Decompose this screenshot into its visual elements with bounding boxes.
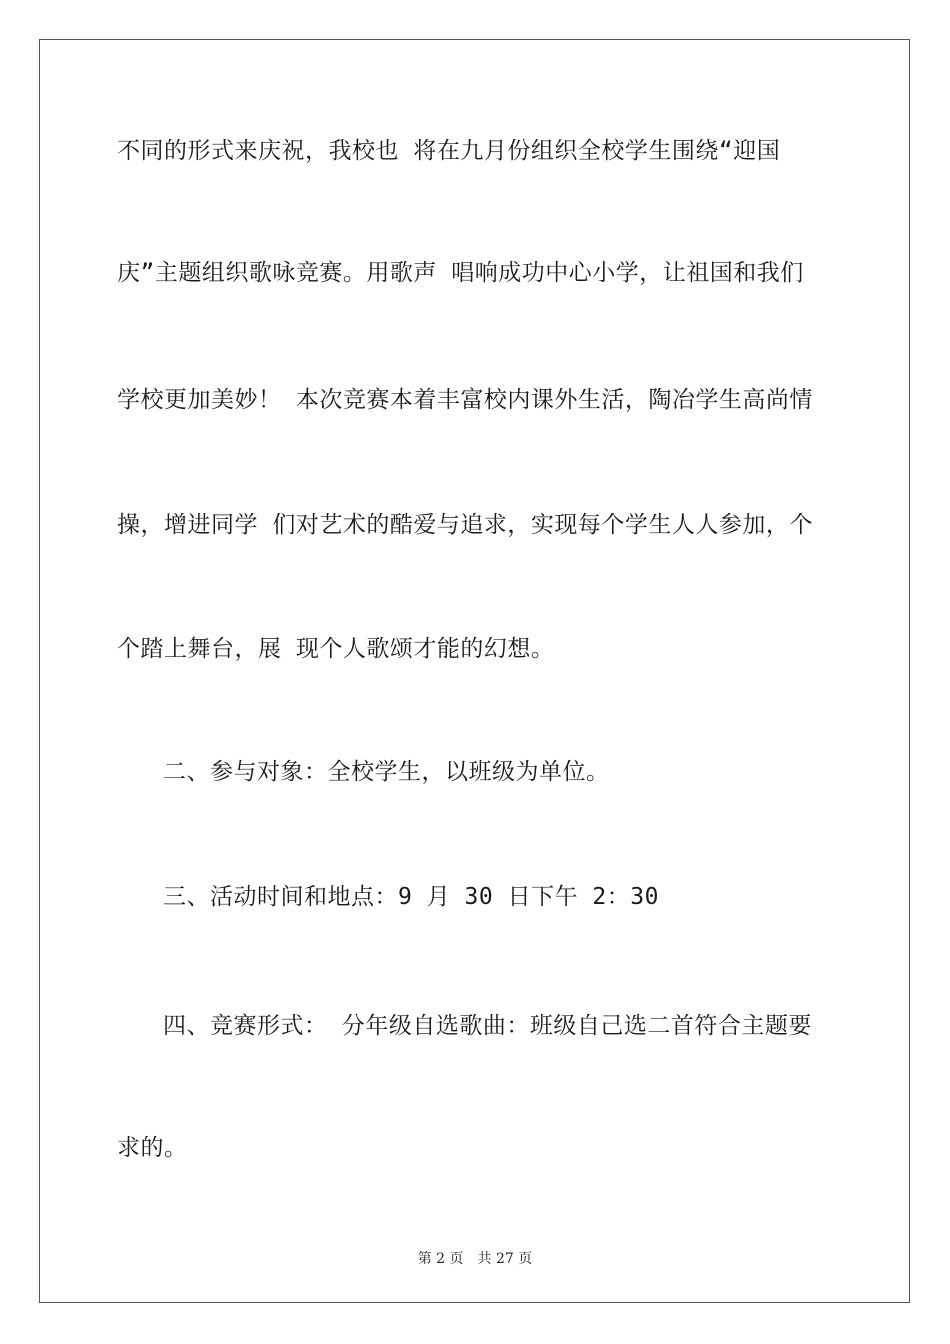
page-footer <box>0 1248 950 1268</box>
page-total: 共 27 页 <box>477 1251 533 1267</box>
page-frame <box>39 39 910 1303</box>
body-line-1: 不同的形式来庆祝，我校也 将在九月份组织全校学生围绕“迎国 <box>117 138 781 164</box>
section-time-place: 三、活动时间和地点：9 月 30 日下午 2：30 <box>163 884 659 910</box>
body-line-5: 个踏上舞台，展 现个人歌颂才能的幻想。 <box>117 636 555 662</box>
body-line-9: 求的。 <box>117 1135 188 1161</box>
section-participants: 二、参与对象：全校学生，以班级为单位。 <box>163 759 610 785</box>
body-line-2: 庆”主题组织歌咏竞赛。用歌声 唱响成功中心小学，让祖国和我们 <box>117 260 804 286</box>
body-line-3: 学校更加美妙！ 本次竞赛本着丰富校内课外生活，陶冶学生高尚情 <box>117 387 813 413</box>
body-line-4: 操，增进同学 们对艺术的酷爱与追求，实现每个学生人人参加，个 <box>117 512 813 538</box>
page-number: 第 2 页 <box>417 1251 464 1267</box>
section-format: 四、竞赛形式： 分年级自选歌曲：班级自己选二首符合主题要 <box>163 1013 812 1039</box>
